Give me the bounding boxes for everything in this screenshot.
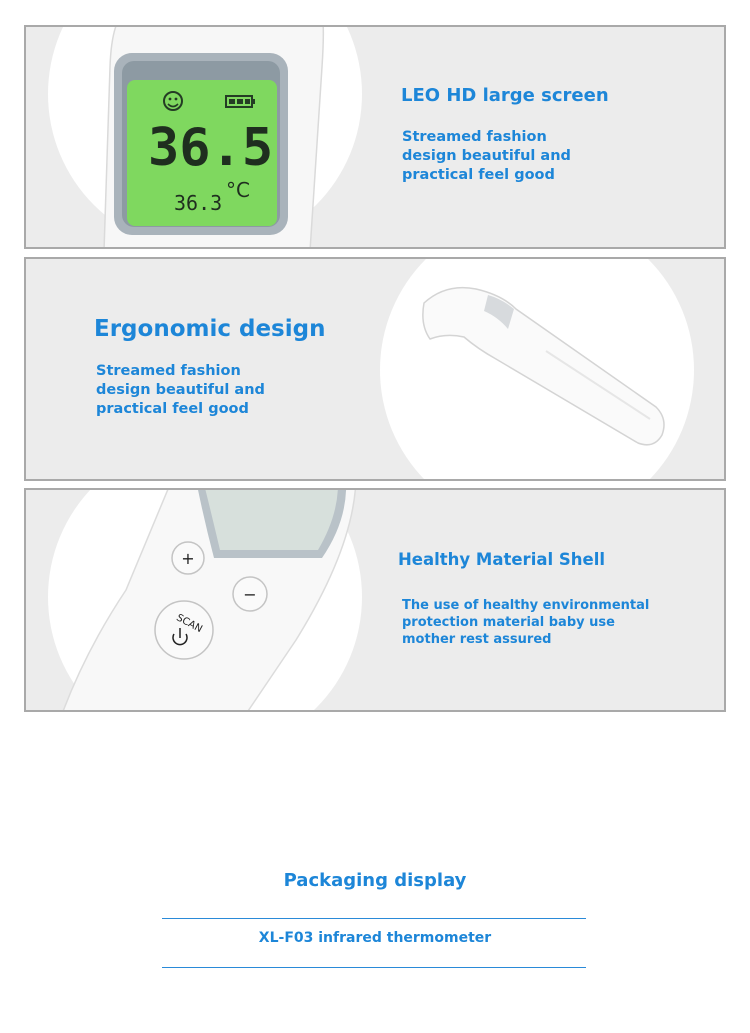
feature-description-line: Streamed fashion [96, 363, 241, 379]
feature-heading: LEO HD large screen [401, 85, 609, 106]
scan-button[interactable] [155, 601, 213, 659]
divider-bottom [162, 967, 586, 968]
feature-description [402, 128, 612, 185]
packaging-model: XL-F03 infrared thermometer [258, 930, 492, 946]
feature-description [402, 597, 652, 648]
feature-description-line: protection material baby use [402, 615, 615, 630]
feature-description [96, 362, 306, 419]
feature-description-line: Streamed fashion [402, 129, 547, 145]
plus-button-label: + [181, 549, 195, 568]
feature-panel-screen [24, 25, 726, 249]
main-temperature-reading: 36.5 [148, 118, 274, 178]
thermometer-screen-photo [26, 27, 726, 249]
feature-description-line: practical feel good [402, 167, 555, 183]
minus-button-label: − [243, 585, 257, 604]
secondary-temperature-reading: 36.3 [174, 191, 223, 215]
packaging-title: Packaging display [283, 870, 467, 891]
feature-panel-ergonomic [24, 257, 726, 481]
divider-top [162, 918, 586, 919]
feature-description-line: design beautiful and [402, 148, 571, 164]
feature-description-line: practical feel good [96, 401, 249, 417]
scan-button-label: SCAN [174, 612, 204, 636]
feature-description-line: design beautiful and [96, 382, 265, 398]
feature-description-line: mother rest assured [402, 632, 552, 647]
feature-heading: Healthy Material Shell [398, 550, 606, 569]
feature-heading: Ergonomic design [94, 316, 326, 342]
temperature-unit: °C [226, 178, 250, 202]
feature-panel-material [24, 488, 726, 712]
feature-description-line: The use of healthy environmental [402, 598, 650, 613]
